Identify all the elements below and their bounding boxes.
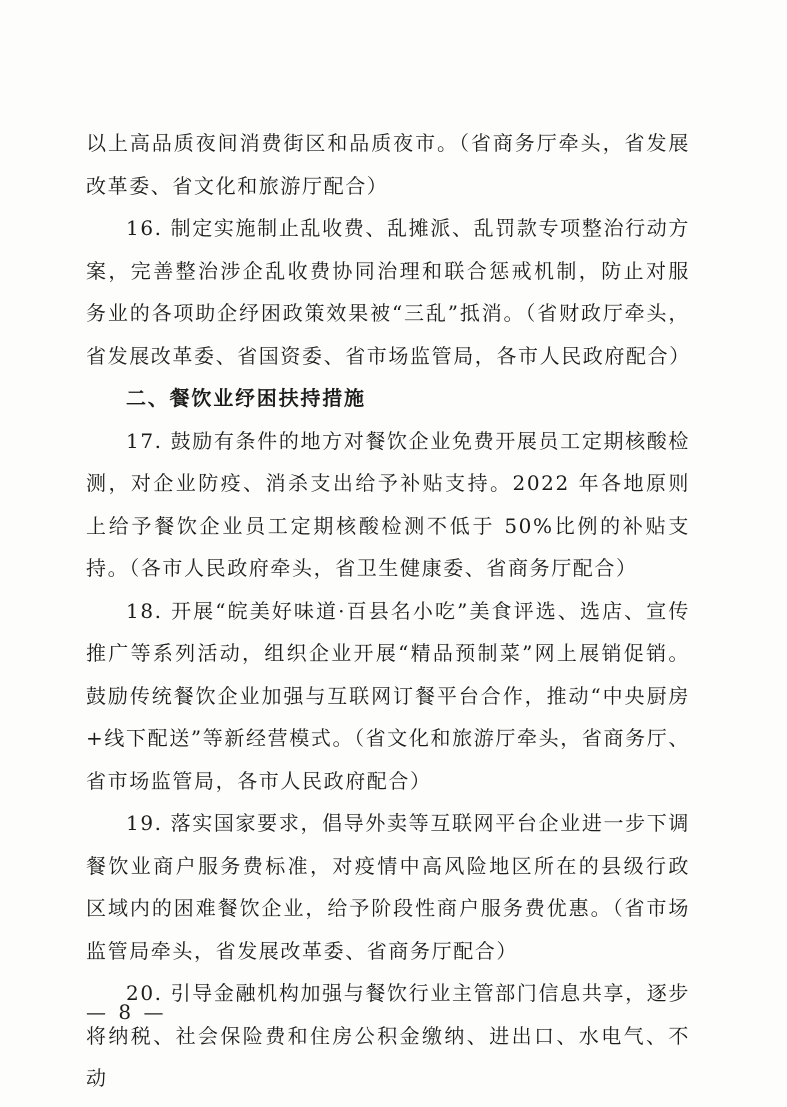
paragraph-continuation: 以上高品质夜间消费街区和品质夜市。（省商务厅牵头，省发展改革委、省文化和旅游厅配合）: [86, 131, 690, 198]
section-heading: 二、餐饮业纾困扶持措施: [126, 386, 366, 410]
document-body: [86, 122, 690, 1100]
paragraph-item-19: 19. 落实国家要求，倡导外卖等互联网平台企业进一步下调餐饮业商户服务费标准，对疫情中高风险地区所在的县级行政区域内的困难餐饮企业，给予阶段性商户服务费优惠。（省市场监管局牵头，省发展改革委、省商务厅配合）: [86, 811, 690, 963]
paragraph-item-17: 17. 鼓励有条件的地方对餐饮企业免费开展员工定期核酸检测，对企业防疫、消杀支出给予补贴支持。2022 年各地原则上给予餐饮企业员工定期核酸检测不低于 50%比例的补贴支持。（各市人民政府牵头，省卫生健康委、省商务厅配合）: [86, 428, 690, 580]
paragraph-item-18: 18. 开展“皖美好味道·百县名小吃”美食评选、选店、宣传推广等系列活动，组织企业开展“精品预制菜”网上展销促销。鼓励传统餐饮企业加强与互联网订餐平台合作，推动“中央厨房+线下配送”等新经营模式。（省文化和旅游厅牵头，省商务厅、省市场监管局，各市人民政府配合）: [86, 598, 690, 793]
paragraph-item-16: 16. 制定实施制止乱收费、乱摊派、乱罚款专项整治行动方案，完善整治涉企乱收费协同治理和联合惩戒机制，防止对服务业的各项助企纾困政策效果被“三乱”抵消。（省财政厅牵头，省发展改革委、省国资委、省市场监管局，各市人民政府配合）: [86, 216, 691, 368]
page-number: — 8 —: [86, 1000, 167, 1024]
paragraph-item-20: 20. 引导金融机构加强与餐饮行业主管部门信息共享，逐步将纳税、社会保险费和住房公积金缴纳、进出口、水电气、不动: [86, 981, 690, 1090]
